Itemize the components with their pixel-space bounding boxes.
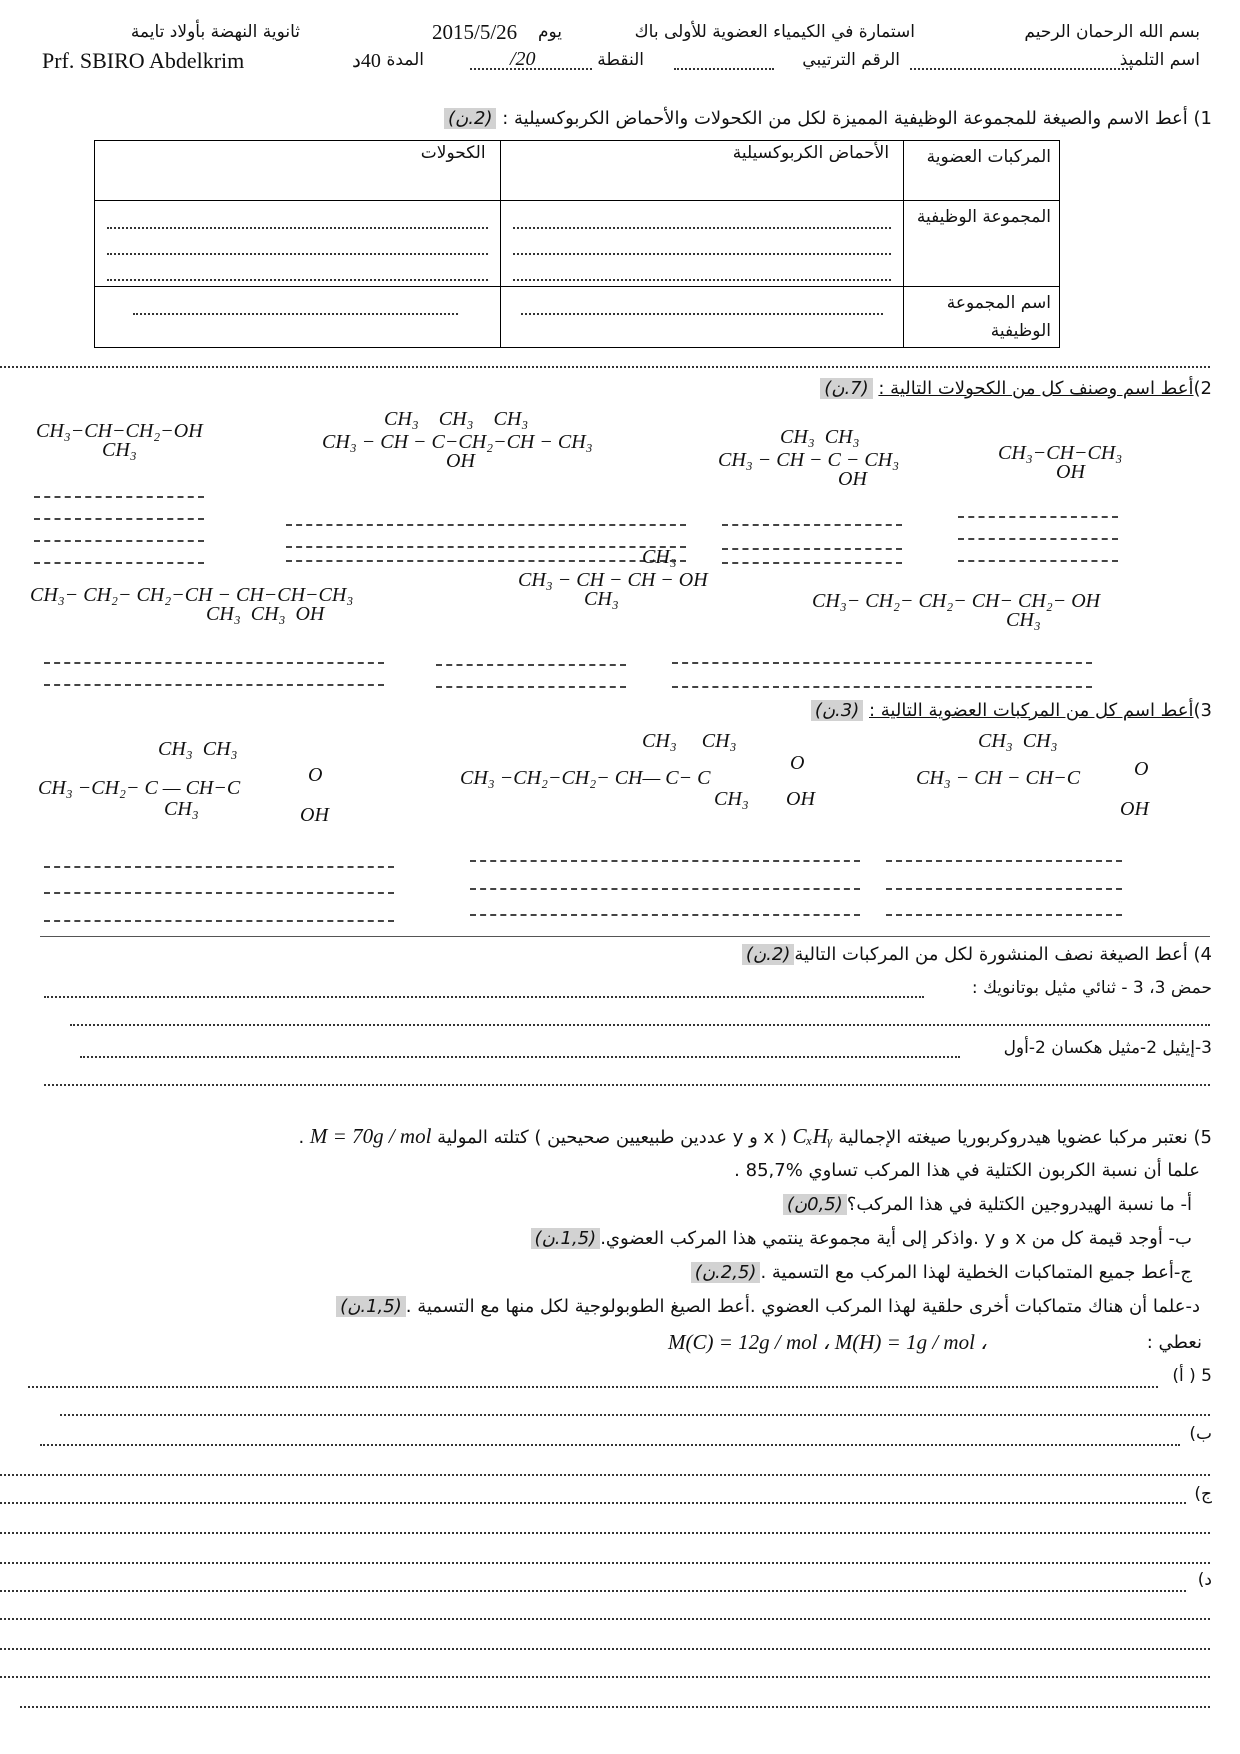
q5-b: ب- أوجد قيمة كل من x و y .واذكر إلى أية مجموعة ينتمي هذا المركب العضوي.(1,5.ن): [531, 1228, 1192, 1249]
alcohol-3: CH₃ CH₃ CH₃ − CH − C − CH₃ OH: [718, 426, 900, 490]
q5-answer-b-label: ب): [1189, 1424, 1212, 1444]
q2-points: (7.ن): [820, 378, 872, 399]
answer-line: [436, 686, 626, 688]
acid-3: CH₃ CH₃ CH₃ − CH − CH−C O OH: [916, 730, 1149, 820]
answer-line: [470, 914, 860, 916]
rank-field[interactable]: [674, 68, 774, 70]
duration-value: 40د: [352, 50, 381, 72]
answer-line: [722, 524, 902, 526]
answer-line: [34, 562, 204, 564]
q5-given-values: M(C) = 12g / mol ، M(H) = 1g / mol ،: [668, 1330, 987, 1354]
separator-dotted: [0, 366, 1210, 368]
alcohol-4: CH₃−CH−CH₃ OH: [998, 442, 1123, 483]
q4-item2-answer[interactable]: [80, 1056, 960, 1058]
acid-2: CH₃ CH₃ CH₃ −CH₂−CH₂− CH— C− C CH₃ O OH: [460, 730, 815, 810]
answer-line: [672, 662, 1092, 664]
answer-line: [34, 518, 204, 520]
q2-number: 2): [1193, 378, 1212, 399]
q1-number: 1): [1193, 108, 1212, 129]
q5-c-points: (2,5.ن): [691, 1262, 761, 1283]
q1-acid-group-answer[interactable]: [500, 201, 904, 287]
q5-b-points: (1,5.ن): [531, 1228, 601, 1249]
q4-item1: حمض 3، 3 - ثنائي مثيل بوتانويك :: [971, 978, 1212, 998]
school-name: ثانوية النهضة بأولاد تايمة: [130, 22, 300, 42]
q2-text: أعط اسم وصنف كل من الكحولات التالية :: [878, 378, 1194, 399]
q5-formula: CₓHᵧ: [792, 1124, 833, 1148]
q1-row-group-name: اسم المجموعة الوظيفية: [904, 287, 1060, 348]
grade-value: /20: [510, 48, 536, 70]
alcohol-5: CH₃− CH₂− CH₂−CH − CH−CH−CH₃ CH₃ CH₃ OH: [30, 584, 354, 625]
q4-item1-answer-2[interactable]: [70, 1024, 1210, 1026]
q5-d: د-علما أن هناك متماكبات أخرى حلقية لهذا المركب العضوي .أعط الصيغ الطوبولوجية لكل منها مع التسمية .(1,5.ن): [336, 1296, 1200, 1317]
q3-points: (3.ن): [811, 700, 863, 721]
answer-line: [470, 860, 860, 862]
q2-prompt: [820, 378, 1212, 399]
q5-answer-d-4[interactable]: [0, 1676, 1210, 1678]
answer-line: [886, 888, 1122, 890]
basmala: بسم الله الرحمان الرحيم: [1024, 22, 1200, 42]
q4-item2: 3-إيثيل 2-مثيل هكسان 2-أول: [1003, 1038, 1212, 1058]
q5-answer-c-2[interactable]: [0, 1532, 1210, 1534]
answer-line: [470, 888, 860, 890]
q4-prompt: [742, 944, 1212, 965]
q1-header-compounds: المركبات العضوية: [904, 141, 1060, 201]
q1-points: (2.ن): [444, 108, 496, 129]
q5-answer-c-label: ج): [1194, 1484, 1212, 1504]
q5-answer-a-label: 5 ( أ): [1172, 1366, 1212, 1386]
q5-answer-d-5[interactable]: [20, 1706, 1210, 1708]
q5-line2: علما أن نسبة الكربون الكتلية في هذا المركب تساوي %85,7 .: [734, 1160, 1200, 1181]
q5-line1-text: نعتبر مركبا عضويا هيدروكربوريا صيغته الإجمالية: [838, 1127, 1188, 1148]
q1-alcohol-group-answer[interactable]: [95, 201, 501, 287]
duration-label: المدة: [386, 50, 424, 70]
q3-prompt: [811, 700, 1212, 721]
q5-given-label: نعطي :: [1146, 1332, 1202, 1353]
q5-answer-d-2[interactable]: [0, 1618, 1210, 1620]
alcohol-6: CH₃ CH₃ − CH − CH − OH CH₃: [518, 546, 708, 610]
acid-1: CH₃ CH₃ CH₃ −CH₂− C — CH−C CH₃ O OH: [38, 738, 329, 826]
q5-answer-b-2[interactable]: [0, 1474, 1210, 1476]
q1-header-alcohols: الكحولات: [95, 141, 501, 201]
student-name-field[interactable]: [910, 68, 1132, 70]
q5-answer-d[interactable]: [0, 1590, 1186, 1592]
q5-a-points: (0,5ن): [783, 1194, 847, 1215]
answer-line: [958, 516, 1118, 518]
q1-header-acids: الأحماض الكربوكسيلية: [500, 141, 904, 201]
answer-line: [44, 892, 394, 894]
q3-number: 3): [1193, 700, 1212, 721]
answer-line: [672, 686, 1092, 688]
date: 2015/5/26: [432, 20, 518, 44]
q4-number: 4): [1193, 944, 1212, 965]
answer-line: [34, 496, 204, 498]
student-name-label: اسم التلميذ: [1119, 50, 1200, 70]
answer-line: [286, 524, 686, 526]
answer-line: [44, 684, 384, 686]
q1-table: [94, 140, 1060, 348]
alcohol-2: CH₃ CH₃ CH₃ CH₃ − CH − C−CH₂−CH − CH₃ OH: [322, 408, 593, 472]
q1-acid-name-answer[interactable]: [500, 287, 904, 348]
q5-line1: 5) نعتبر مركبا عضويا هيدروكربوريا صيغته الإجمالية CₓHᵧ ( x و y عددين طبيعيين صحيحين ) كتلته المولية M = 70g / mol .: [298, 1124, 1212, 1148]
q5-c: ج-أعط جميع المتماكبات الخطية لهذا المركب مع التسمية .(2,5.ن): [691, 1262, 1192, 1283]
q4-text: أعط الصيغة نصف المنشورة لكل من المركبات التالية: [794, 944, 1188, 965]
answer-line: [958, 538, 1118, 540]
q5-number: 5): [1193, 1127, 1212, 1148]
separator-line: [40, 936, 1210, 937]
q5-answer-b[interactable]: [40, 1444, 1180, 1446]
q4-item2-answer-2[interactable]: [44, 1084, 1210, 1086]
alcohol-7: CH₃− CH₂− CH₂− CH− CH₂− OH CH₃: [812, 590, 1101, 631]
q4-item1-answer[interactable]: [44, 996, 924, 998]
q5-answer-d-3[interactable]: [0, 1648, 1210, 1650]
answer-line: [886, 914, 1122, 916]
q1-alcohol-name-answer[interactable]: [95, 287, 501, 348]
answer-line: [34, 540, 204, 542]
q5-answer-a[interactable]: [28, 1386, 1158, 1388]
q5-answer-a-2[interactable]: [60, 1414, 1210, 1416]
date-label: يوم: [537, 22, 562, 42]
answer-line: [958, 560, 1118, 562]
worksheet-title: استمارة في الكيمياء العضوية للأولى باك: [634, 22, 915, 42]
alcohol-1: CH₃−CH−CH₂−OH CH₃: [36, 420, 203, 461]
answer-line: [886, 860, 1122, 862]
answer-line: [722, 562, 902, 564]
q5-answer-d-label: د): [1197, 1570, 1212, 1590]
answer-line: [44, 662, 384, 664]
q3-text: أعط اسم كل من المركبات العضوية التالية :: [869, 700, 1194, 721]
q5-line1b: ( x و y عددين طبيعيين صحيحين ) كتلته المولية: [437, 1127, 787, 1148]
q5-answer-c-3[interactable]: [0, 1562, 1210, 1564]
grade-label: النقطة: [597, 50, 644, 70]
q1-text: أعط الاسم والصيغة للمجموعة الوظيفية المميزة لكل من الكحولات والأحماض الكربوكسيلية :: [502, 108, 1188, 129]
answer-line: [44, 866, 394, 868]
teacher-name: Prf. SBIRO Abdelkrim: [42, 48, 245, 73]
q5-molar-mass: M = 70g / mol: [309, 1124, 432, 1148]
answer-line: [722, 548, 902, 550]
q5-answer-c[interactable]: [0, 1502, 1186, 1504]
q5-d-points: (1,5.ن): [336, 1296, 406, 1317]
q5-a: أ- ما نسبة الهيدروجين الكتلية في هذا المركب؟(0,5ن): [783, 1194, 1192, 1215]
rank-label: الرقم الترتيبي: [802, 50, 900, 70]
q1-row-functional-group: المجموعة الوظيفية: [904, 201, 1060, 287]
q1-prompt: [444, 108, 1212, 129]
answer-line: [436, 664, 626, 666]
answer-line: [44, 920, 394, 922]
q4-points: (2.ن): [742, 944, 794, 965]
